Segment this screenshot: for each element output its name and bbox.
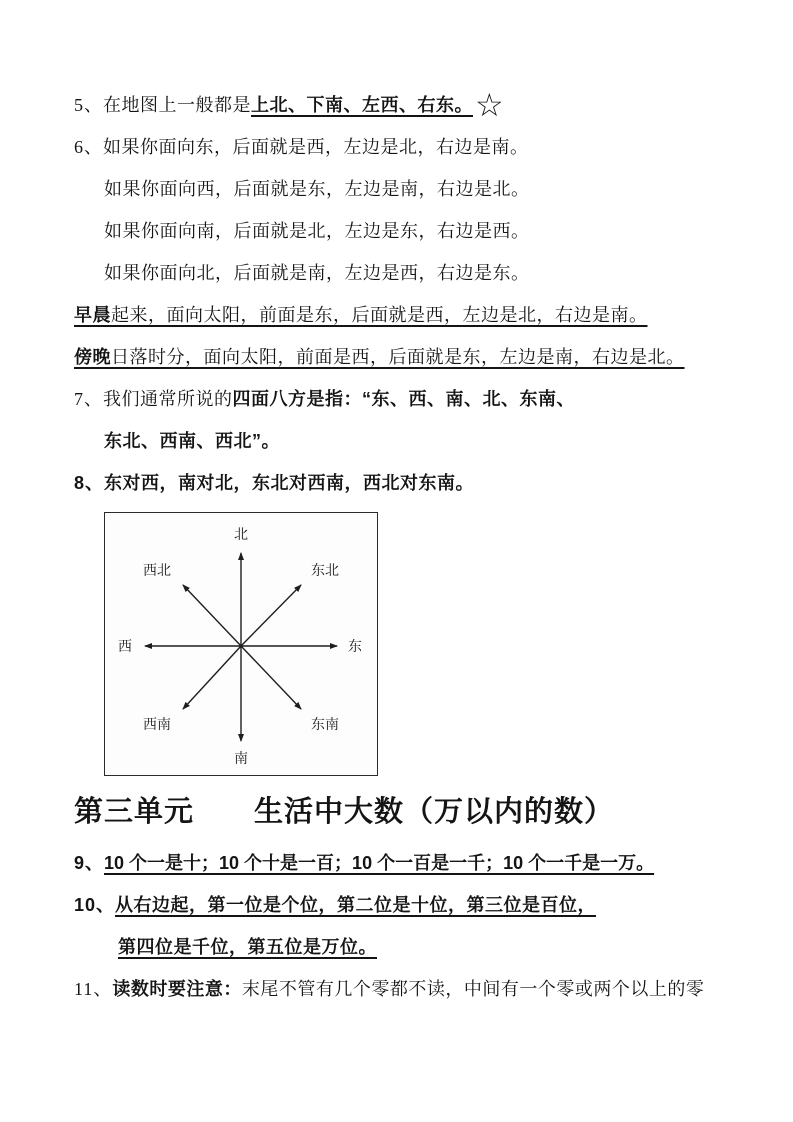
item-11-text: 末尾不管有几个零都不读，中间有一个零或两个以上的零 xyxy=(241,979,705,999)
compass-rose-graphic xyxy=(105,513,377,775)
compass-diagram xyxy=(104,512,378,776)
item-7-line-1 xyxy=(74,386,725,412)
section-title: 第三单元 生活中大数（万以内的数） xyxy=(74,796,615,828)
item-6-line-4 xyxy=(104,260,725,286)
compass-label-south: 南 xyxy=(234,750,248,766)
compass-label-northwest: 西北 xyxy=(143,562,171,578)
item-7-prefix: 我们通常所说的 xyxy=(103,389,233,409)
item-5-key-phrase: 上北、下南、左西、右东。 xyxy=(251,95,473,115)
compass-label-northeast: 东北 xyxy=(311,562,339,578)
item-5-number: 5、 xyxy=(74,95,103,115)
item-6-line-3 xyxy=(104,218,725,244)
item-5-prefix: 在地图上一般都是 xyxy=(103,95,251,115)
item-6-text-1: 如果你面向东，后面就是西，左边是北，右边是南。 xyxy=(103,137,529,157)
item-7-key-phrase: 四面八方是指：“东、西、南、北、东南、 xyxy=(232,389,575,409)
item-10-number: 10、 xyxy=(74,895,116,915)
item-11 xyxy=(74,976,725,1002)
item-8-text: 东对西，南对北，东北对西南，西北对东南。 xyxy=(104,473,475,493)
compass-diagram-frame xyxy=(104,512,378,776)
morning-text: 起来，面向太阳，前面是东，后面就是西，左边是北，右边是南。 xyxy=(111,305,648,325)
morning-rule xyxy=(74,302,725,328)
item-7-number: 7、 xyxy=(74,389,103,409)
item-6-number: 6、 xyxy=(74,137,103,157)
compass-arrows xyxy=(145,553,337,741)
evening-text: 日落时分，面向太阳，前面是西，后面就是东，左边是南，右边是北。 xyxy=(111,347,685,367)
item-8-number: 8、 xyxy=(74,473,105,493)
evening-keyword: 傍晚 xyxy=(74,347,111,367)
item-5: 5、在地图上一般都是上北、下南、左西、右东。☆ xyxy=(74,86,505,124)
item-9-text: 10 个一是十；10 个十是一百；10 个一百是一千；10 个一千是一万。 xyxy=(104,853,655,873)
item-7-line-2 xyxy=(104,428,725,454)
item-9 xyxy=(74,850,725,876)
compass-label-north: 北 xyxy=(234,526,248,542)
item-10-text-2: 第四位是千位，第五位是万位。 xyxy=(118,937,377,957)
compass-label-west: 西 xyxy=(118,638,132,654)
item-6-line-1 xyxy=(74,134,725,160)
item-10-line-1 xyxy=(74,892,725,918)
item-6-text-4: 如果你面向北，后面就是南，左边是西，右边是东。 xyxy=(104,263,530,283)
item-10-line-2 xyxy=(118,934,725,960)
morning-keyword: 早晨 xyxy=(74,305,111,325)
item-10-text-1: 从右边起，第一位是个位，第二位是十位，第三位是百位， xyxy=(115,895,597,915)
compass-label-southwest: 西南 xyxy=(143,716,171,732)
evening-rule xyxy=(74,344,725,370)
compass-label-east: 东 xyxy=(348,638,362,654)
item-6-line-2 xyxy=(104,176,725,202)
item-6-text-3: 如果你面向南，后面就是北，左边是东，右边是西。 xyxy=(104,221,530,241)
item-11-number: 11、 xyxy=(74,979,113,999)
item-11-lead: 读数时要注意： xyxy=(112,979,242,999)
item-9-number: 9、 xyxy=(74,853,105,873)
item-6-text-2: 如果你面向西，后面就是东，左边是南，右边是北。 xyxy=(104,179,530,199)
compass-label-southeast: 东南 xyxy=(311,716,339,732)
item-8 xyxy=(74,470,725,496)
item-7-key-phrase-2: 东北、西南、西北”。 xyxy=(104,431,280,451)
